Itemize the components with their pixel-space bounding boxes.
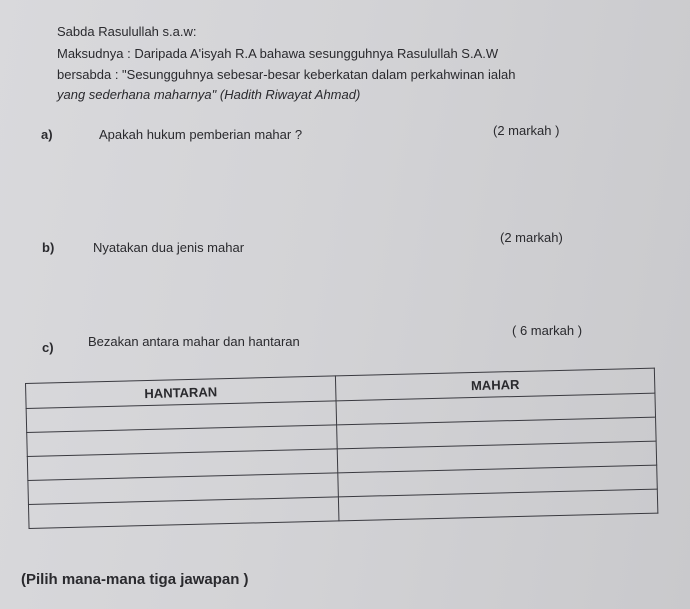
question-a-label: a) bbox=[41, 127, 53, 142]
question-a-text: Apakah hukum pemberian mahar ? bbox=[99, 127, 303, 142]
instruction-footer: (Pilih mana-mana tiga jawapan ) bbox=[21, 571, 249, 588]
question-a-marks: (2 markah ) bbox=[493, 123, 560, 138]
question-b-text: Nyatakan dua jenis mahar bbox=[93, 240, 245, 255]
question-b-label: b) bbox=[42, 240, 55, 255]
hadith-intro: Sabda Rasulullah s.a.w: bbox=[57, 24, 197, 39]
question-b-marks: (2 markah) bbox=[500, 230, 563, 245]
answer-table bbox=[25, 368, 658, 529]
hadith-line-3: yang sederhana maharnya" (Hadith Riwayat Ahmad) bbox=[57, 87, 361, 102]
question-c-text: Bezakan antara mahar dan hantaran bbox=[88, 334, 300, 349]
question-c-label: c) bbox=[42, 340, 54, 355]
column-header-mahar: MAHAR bbox=[335, 368, 655, 401]
hadith-line-2: bersabda : "Sesungguhnya sebesar-besar keberkatan dalam perkahwinan ialah bbox=[57, 67, 516, 82]
question-c-marks: ( 6 markah ) bbox=[512, 323, 583, 338]
hadith-line-1: Maksudnya : Daripada A'isyah R.A bahawa sesungguhnya Rasulullah S.A.W bbox=[57, 46, 499, 61]
column-header-hantaran: HANTARAN bbox=[26, 376, 337, 409]
